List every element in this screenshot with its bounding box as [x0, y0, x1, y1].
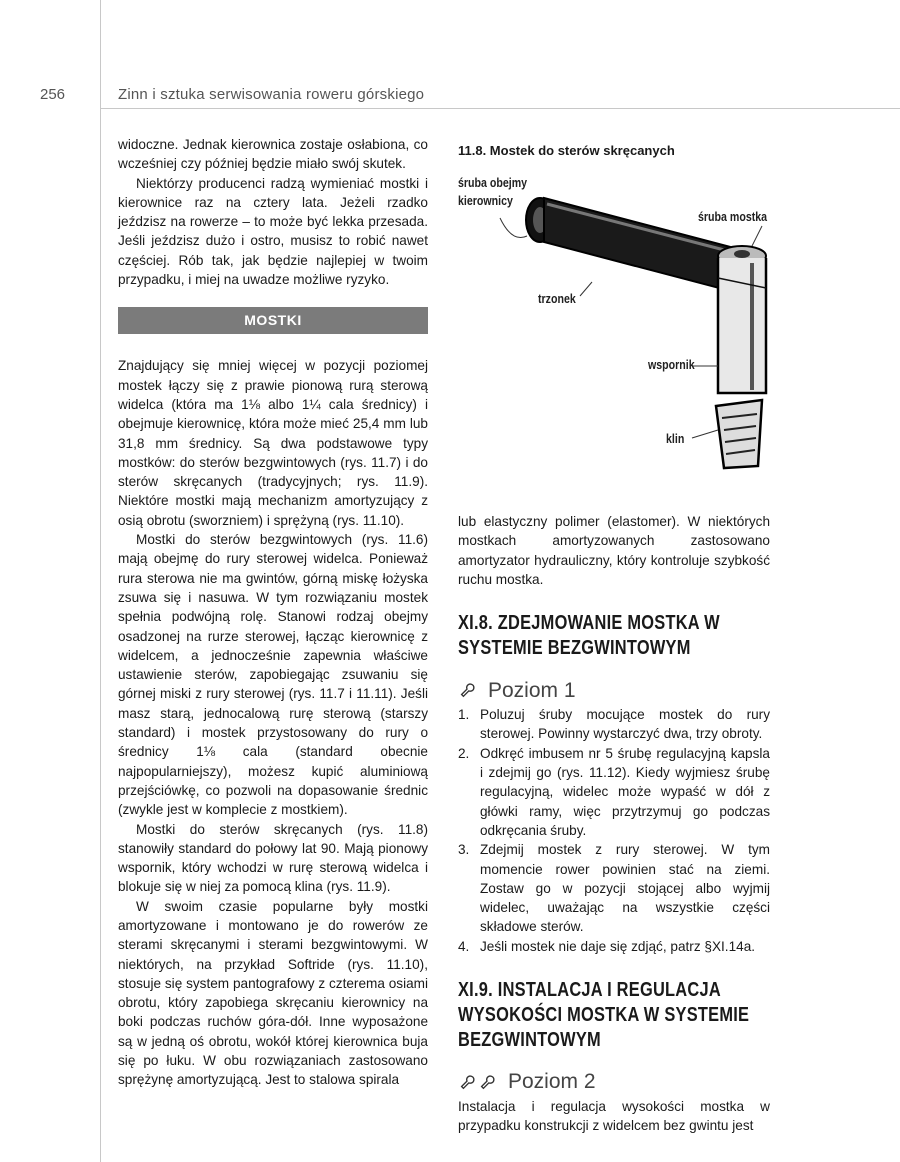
margin-line: [100, 0, 101, 1162]
right-column: [458, 512, 770, 1136]
list-item: 4. Jeśli mostek nie daje się zdjąć, patrz §XI.14a.: [458, 938, 756, 954]
figure-title: 11.8. Mostek do sterów skręcanych: [458, 143, 675, 158]
paragraph: lub elastyczny polimer (elastomer). W niektórych mostkach amortyzowanych zastosowano amortyzator hydrauliczny, który kontroluje szybkość ruchu mostka.: [458, 514, 770, 587]
level-label: Poziom 2: [508, 1070, 596, 1094]
paragraph: widoczne. Jednak kierownica zostaje osłabiona, co wcześniej czy później będzie miało swój skutek.: [118, 137, 428, 172]
label-clamp-bolt: śruba obejmy: [458, 176, 528, 190]
running-title: Zinn i sztuka serwisowania roweru górskiego: [118, 86, 425, 103]
label-stem-bolt: śruba mostka: [698, 210, 768, 224]
left-column: [118, 135, 428, 1090]
wrench-icons: [458, 681, 476, 699]
paragraph: Znajdujący się mniej więcej w pozycji poziomej mostek łączy się z prawie pionową rurą sterową widelca (która ma 1⅛ albo 1¼ cala średnicy) i obejmuje kierownicę, która może mieć 25,4 mm lub 31,8 mm średnicy. Są dwa podstawowe typy mostków: do sterów bezgwintowych (rys. 11.7) i do sterów skręcanych (tradycyjnych; rys. 11.9). Niektóre mostki mają mechanizm amortyzujący z osią obrotu (sworzniem) i sprężyną (rys. 11.10).: [118, 358, 428, 528]
paragraph: Niektórzy producenci radzą wymieniać mostki i kierownice raz na cztery lata. Jeżeli rzadko jeździsz na rowerze – to może być lekka przesada. Jeśli jeździsz dużo i ostro, musisz to robić nawet częściej. Rób tak, jak będzie najlepiej w twoim przypadku, i miej na uwadze możliwe ryzyko.: [118, 175, 428, 288]
wrench-icon: [478, 1073, 496, 1091]
list-item: 1. Poluzuj śruby mocujące mostek do rury sterowej. Powinny wystarczyć dwa, trzy obroty.: [458, 707, 770, 742]
list-item: 3. Zdejmij mostek z rury sterowej. W tym momencie rower powinien stać na ziemi. Zostaw go w pozycji stojącej albo wyjmij widelec, uważając na wszystkie części składowe sterów.: [458, 842, 770, 935]
level-indicator: [458, 675, 770, 705]
header-rule: [100, 108, 900, 109]
label-extension: trzonek: [538, 292, 576, 306]
level-indicator: [458, 1067, 770, 1097]
section-heading-xi-8: XI.8. ZDEJMOWANIE MOSTKA W SYSTEMIE BEZGWINTOWYM: [458, 612, 720, 660]
paragraph: Mostki do sterów bezgwintowych (rys. 11.6) mają obejmę do rury sterowej widelca. Ponieważ rura sterowa nie ma gwintów, górną miskę łożyska zsuwa się i nasuwa. W tym rozwiązaniu mostek spełnia podwójną rolę. Stanowi rodzaj obejmy osadzonej na rurze sterowej, łącząc kierownicę z widelcem, a jednocześnie zapewnia właściwe ustawienie sterów, zapobiegając zsuwaniu się górnej miski z rury sterowej (rys. 11.7 i 11.11). Jeśli masz starą, jednocalową rurę sterową (starszy standard) i mostek przystosowany do rury o średnicy 1⅛ cala (standard obecnie najpopularniejszy), możesz kupić aluminiową przejściówkę, co pozwoli na dopasowanie średnic (zwykle jest w komplecie z mostkiem).: [118, 532, 428, 818]
paragraph: Mostki do sterów skręcanych (rys. 11.8) stanowiły standard do połowy lat 90. Mają pionowy wspornik, który wchodzi w rurę sterową widelca i blokuje się w niej za pomocą klina (rys. 11.9).: [118, 821, 428, 895]
paragraph: W swoim czasie popularne były mostki amortyzowane i montowano je do rowerów ze sterami skręcanymi i sterami bezgwintowymi. W niektórych, na przykład Softride (rys. 11.10), stosuje się system pantografowy z czterema osiami obrotu, który zapobiega skręcaniu kierownicy na boki podczas ruchów góra-dół. Inne wyposażone są w jedną oś obrotu, wokół której kierownica buja się po łuku. W obu rozwiązaniach zastosowano sprężynę amortyzującą. Jest to stalowa spirala: [118, 898, 428, 1088]
page-number: 256: [40, 86, 66, 103]
wrench-icons: [458, 1073, 496, 1091]
label-quill: wspornik: [648, 358, 695, 372]
wrench-icon: [458, 681, 476, 699]
paragraph: Instalacja i regulacja wysokości mostka w przypadku konstrukcji z widelcem bez gwintu jest: [458, 1099, 770, 1134]
steps-list: [458, 705, 770, 956]
wrench-icon: [458, 1073, 476, 1091]
section-title-bar: MOSTKI: [118, 307, 428, 334]
label-wedge: klin: [666, 432, 685, 446]
list-item: 2. Odkręć imbusem nr 5 śrubę regulacyjną kapsla i zdejmij go (rys. 11.12). Kiedy wyjmiesz śrubę regulacyjną, widelec może wypaść w dół z główki ramy, więc przytrzymuj go podczas odkręcania śruby.: [458, 745, 770, 838]
section-heading-xi-9: XI.9. INSTALACJA I REGULACJA WYSOKOŚCI MOSTKA W SYSTEMIE BEZGWINTOWYM: [458, 979, 750, 1052]
level-label: Poziom 1: [488, 678, 576, 702]
label-clamp-bolt-line2: kierownicy: [458, 194, 513, 208]
stem-illustration: [452, 168, 782, 488]
